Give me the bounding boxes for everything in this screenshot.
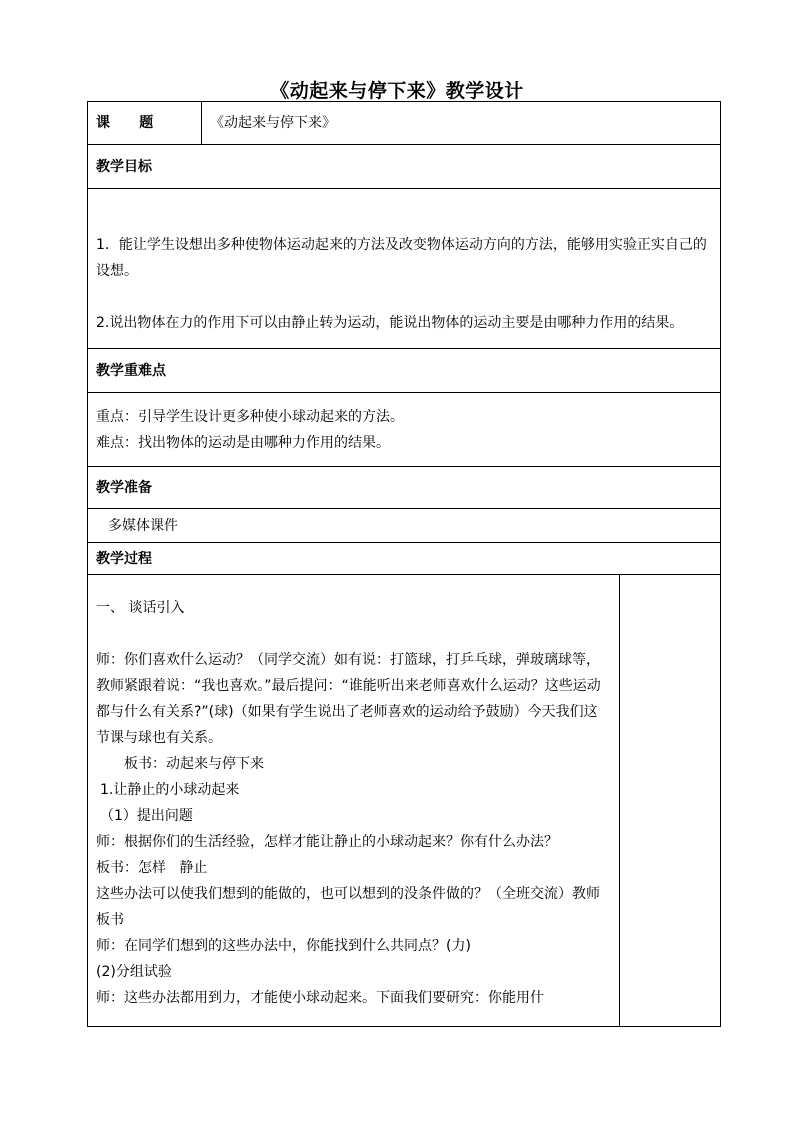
preparation-heading: 教学准备 [88,467,721,509]
topic-row [88,102,721,145]
process-heading: 教学过程 [88,543,721,575]
preparation-heading-row [88,467,721,509]
process-line: 师：这些办法都用到力，才能使小球动起来。下面我们要研究：你能用什 [96,989,544,1006]
preparation-content: 多媒体课件 [88,509,721,543]
objective-item: 2.说出物体在力的作用下可以由静止转为运动，能说出物体的运动主要是由哪种力作用的结果。 [96,314,684,331]
process-line: 一、 谈话引入 [96,599,185,616]
process-line: (2)分组试验 [96,963,172,980]
preparation-body-row [88,509,721,543]
process-notes-cell [620,575,721,1027]
process-line: 这些办法可以使我们想到的能做的，也可以想到的没条件做的？（全班交流）教师板书 [96,885,600,928]
objective-item: 1．能让学生设想出多种使物体运动起来的方法及改变物体运动方向的方法，能够用实验正实自己的设想。 [96,236,707,279]
key-points-heading: 教学重难点 [88,349,721,393]
process-line: 师：你们喜欢什么运动？（同学交流）如有说：打篮球，打乒乓球，弹玻璃球等，教师紧跟着说：“我也喜欢。”最后提问：“谁能听出来老师喜欢什么运动？这些运动都与什么有关系?”(球)（如果有学生说出了老师喜欢的运动给予鼓励）今天我们这节课与球也有关系。 [96,651,601,746]
lesson-plan-table [87,101,721,1027]
process-line: 板书：怎样 静止 [96,859,208,876]
key-points-heading-row [88,349,721,393]
objectives-body [88,189,721,349]
objectives-heading-row [88,145,721,189]
process-heading-row [88,543,721,575]
document-title: 《动起来与停下来》教学设计 [270,80,524,102]
topic-value: 《动起来与停下来》 [202,102,721,145]
key-point-difficulty: 难点：找出物体的运动是由哪种力作用的结果。 [96,434,390,451]
key-points-body [88,393,721,467]
process-line: 师：根据你们的生活经验，怎样才能让静止的小球动起来？你有什么办法？ [96,833,558,850]
key-point-focus: 重点：引导学生设计更多种使小球动起来的方法。 [96,408,404,425]
process-line: 师：在同学们想到的这些办法中，你能找到什么共同点？(力) [96,937,471,954]
topic-label: 课 题 [88,102,202,145]
process-body-row [88,575,721,1027]
key-points-body-row [88,393,721,467]
objectives-body-row [88,189,721,349]
process-line: （1）提出问题 [100,807,193,824]
process-line: 板书：动起来与停下来 [124,755,264,772]
process-line: 1.让静止的小球动起来 [100,781,240,798]
objectives-heading: 教学目标 [88,145,721,189]
process-body [88,575,620,1027]
